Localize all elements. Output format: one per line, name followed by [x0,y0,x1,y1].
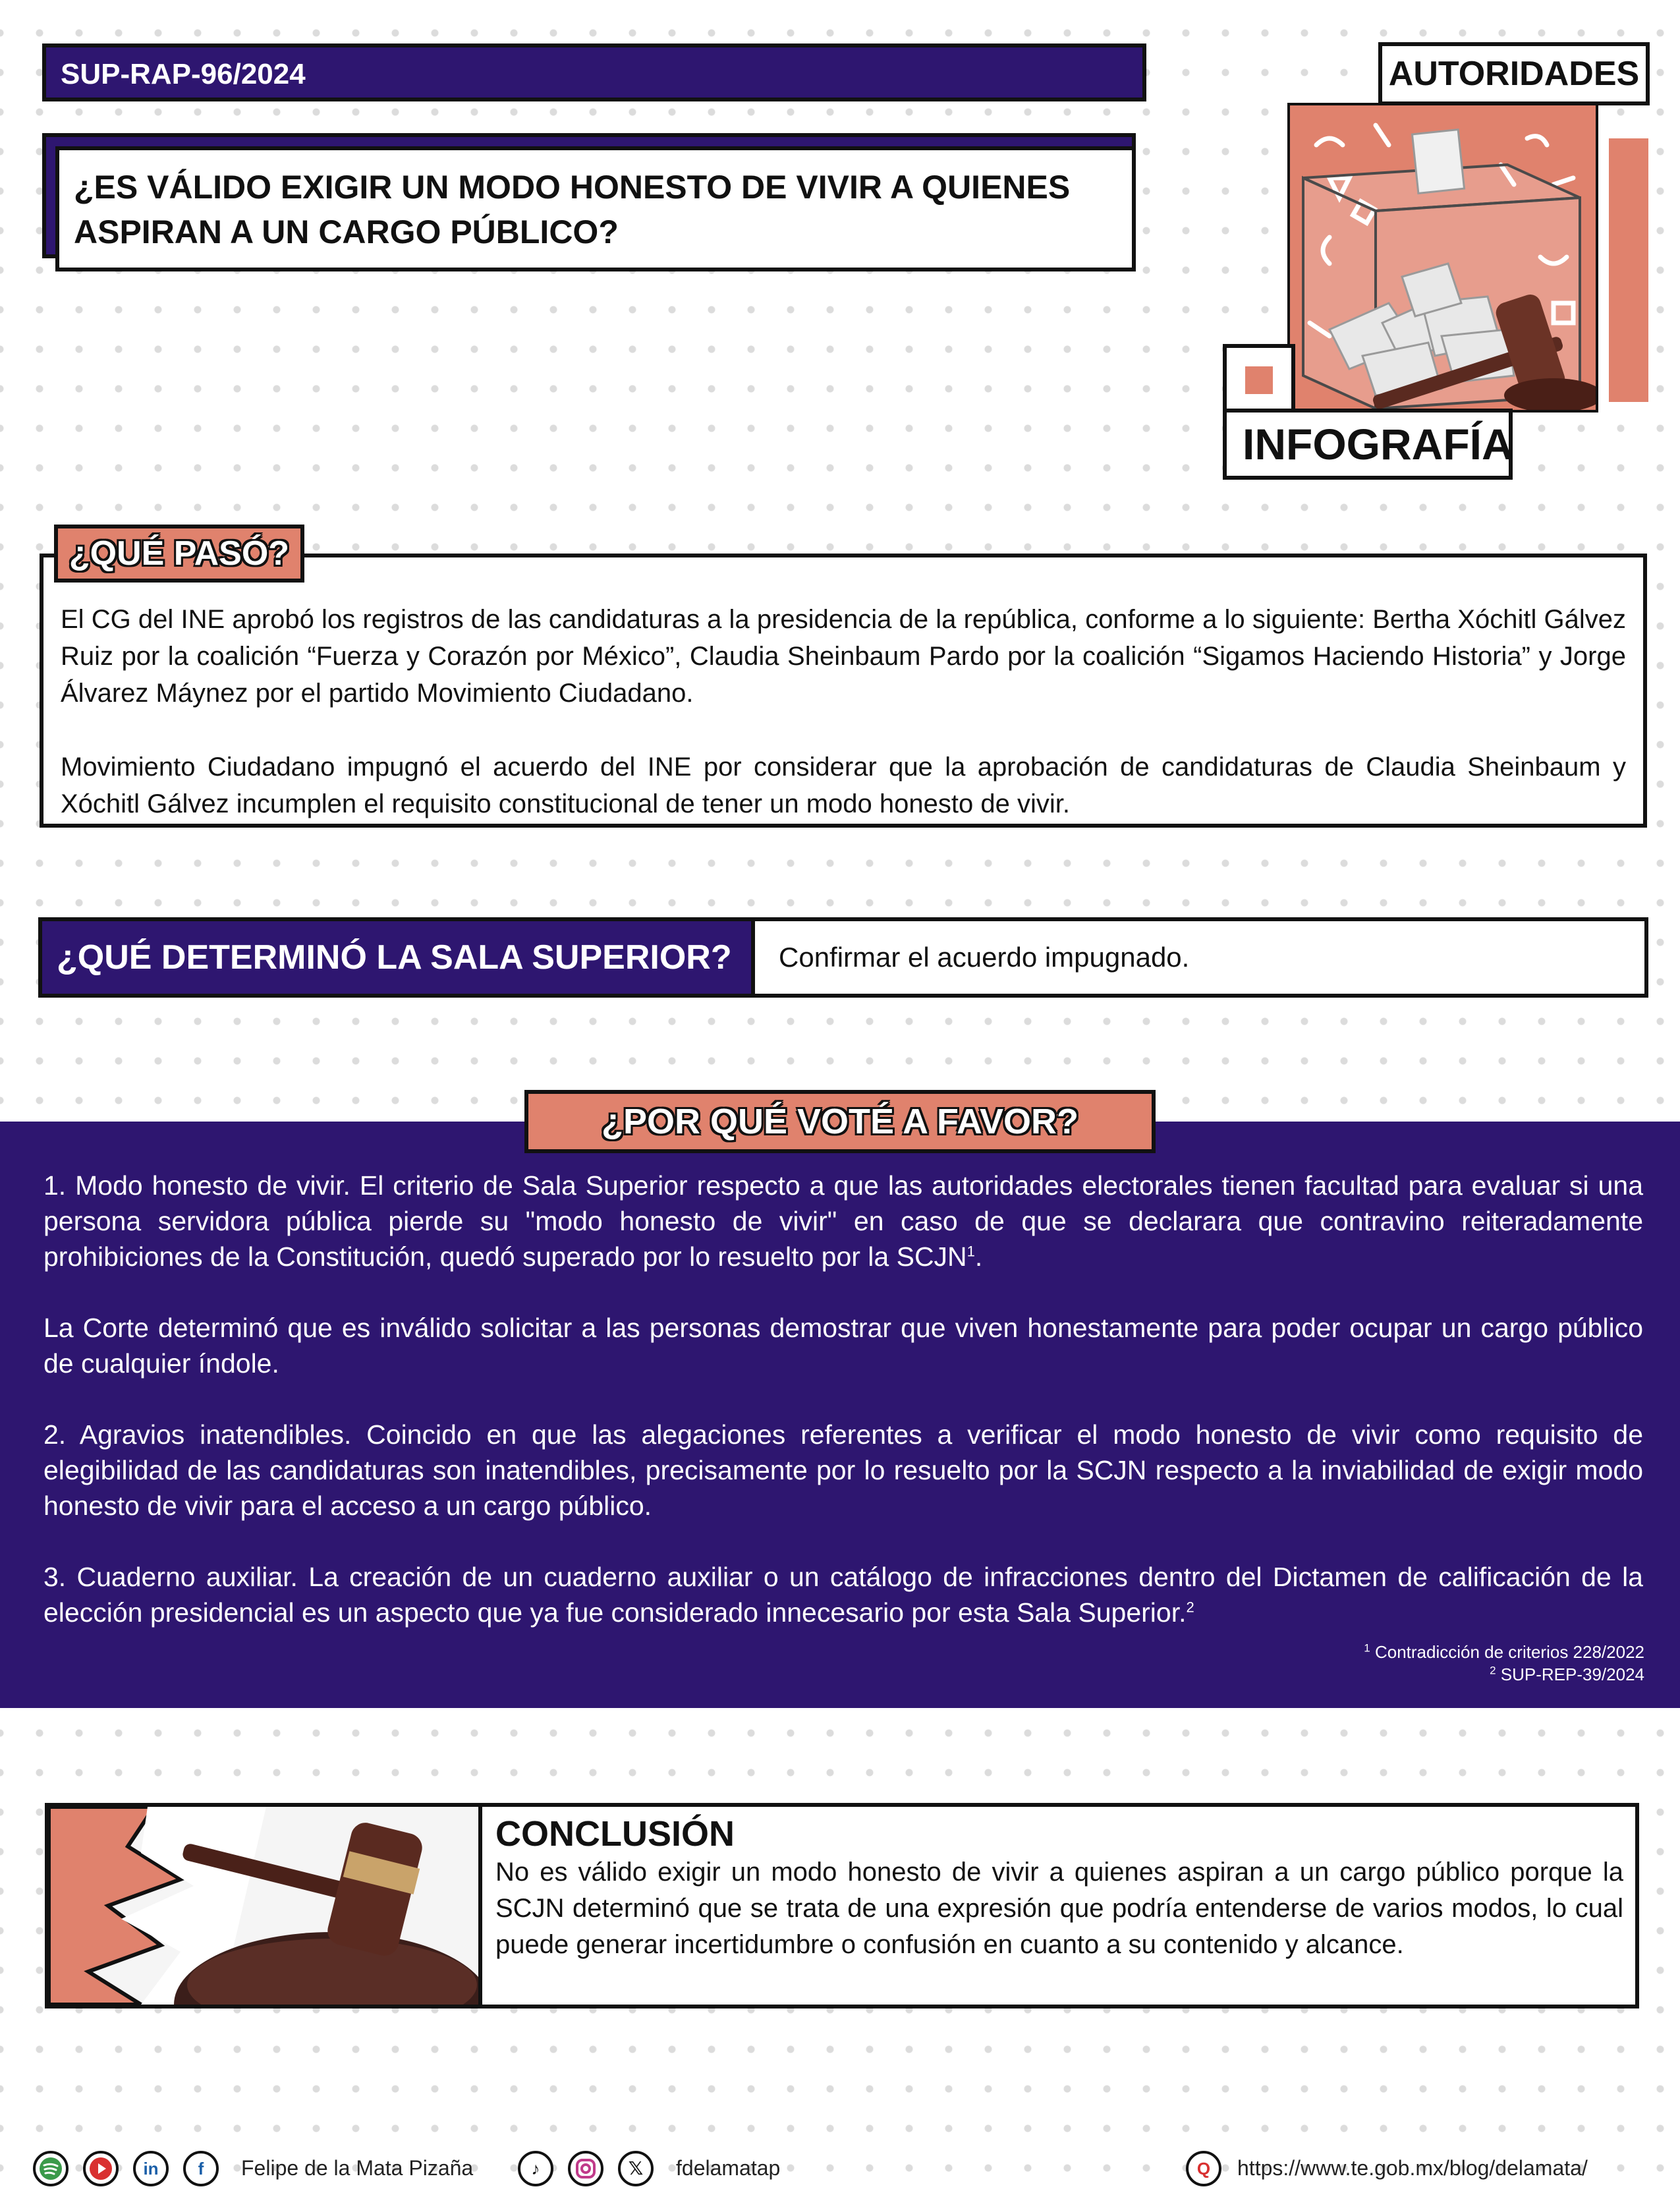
page-title [55,146,1136,271]
conclusion-title: CONCLUSIÓN [495,1814,735,1854]
page-title-line2: ASPIRAN A UN CARGO PÚBLICO? [74,214,619,250]
spotify-icon[interactable] [33,2151,69,2186]
social-handle: fdelamatap [676,2156,781,2180]
category-tag: AUTORIDADES [1378,42,1650,105]
footnotes [1051,1641,1644,1686]
ballot-box-illustration [1287,103,1598,413]
vote-reasons [43,1168,1643,1666]
vote-reason-3: 3. Cuaderno auxiliar. La creación de un cuaderno auxiliar o un catálogo de infracciones dentro del Dictamen de calificación de la elección presidencial es un aspecto que ya fue considerado innecesario por esta Sala Superior.$^2$ [43,1562,1643,1628]
decorative-square [1223,344,1295,416]
what-happened-title: ¿QUÉ PASÓ? [54,525,304,583]
vote-reason-1: 1. Modo honesto de vivir. El criterio de Sala Superior respecto a que las autoridades electorales tienen facultad para evaluar si una persona servidora pública pierde su "modo honesto de vivir" en caso de que se declarara que contravino reiteradamente prohibiciones de la Constitución, quedó superado por lo resuelto por la SCJN$^1$. [43,1170,1643,1272]
gavel-icon [49,1807,482,2005]
vote-reason-1-detail: La Corte determinó que es inválido solicitar a las personas demostrar que viven honestamente para poder ocupar un cargo público de cualquier índole. [43,1313,1643,1379]
vote-title: ¿POR QUÉ VOTÉ A FAVOR? [524,1090,1156,1153]
conclusion-text: No es válido exigir un modo honesto de vivir a quienes aspiran a un cargo público porque la SCJN determinó que se trata de una expresión que podría entenderse de varios modos, lo cual puede generar incertidumbre o confusión en cuanto a su contenido y alcance. [495,1858,1623,1959]
what-happened-box [40,554,1647,828]
x-icon[interactable]: 𝕏 [618,2151,654,2186]
ruling-answer: Confirmar el acuerdo impugnado. [751,917,1648,998]
instagram-icon[interactable] [568,2151,603,2186]
tiktok-icon[interactable]: ♪ [518,2151,553,2186]
vote-reason-2: 2. Agravios inatendibles. Coincido en que las alegaciones referentes a verificar el modo honesto de vivir como requisito de elegibilidad de las candidaturas son inatendibles, precisamente por lo resuelto por la SCJN respecto a la inviabilidad de exigir modo honesto de vivir para el acceso a un cargo público. [43,1419,1643,1521]
what-happened-paragraph-2: Movimiento Ciudadano impugnó el acuerdo del INE por considerar que la aprobación de candidaturas de Claudia Sheinbaum y Xóchitl Gálvez incumplen el requisito constitucional de tener un modo honesto de vivir. [61,753,1626,818]
footnote-ref-2: 2 [1186,1599,1194,1616]
youtube-icon[interactable] [83,2151,119,2186]
infographic-tag: INFOGRAFÍA [1223,409,1513,480]
author-name: Felipe de la Mata Pizaña [241,2156,474,2180]
footnote-ref-1: 1 [966,1243,975,1260]
case-number-bar [42,43,1146,101]
what-happened-paragraph-1: El CG del INE aprobó los registros de las candidaturas a la presidencia de la república, conforme a lo siguiente: Bertha Xóchitl Gálvez Ruiz por la coalición “Fuerza y Corazón por México”, Claudia Sheinbaum Pardo por la coalición “Sigamos Haciendo Historia” y Jorge Álvarez Máynez por el partido Movimiento Ciudadano. [61,605,1626,708]
instagram-glyph [571,2153,601,2184]
case-number: SUP-RAP-96/2024 [61,58,306,90]
ballot-gavel-icon [1290,105,1598,413]
youtube-glyph [86,2153,116,2184]
spotify-glyph [36,2153,66,2184]
search-icon[interactable]: Q [1186,2151,1221,2186]
footnote-1: $^1$ Contradicción de criterios 228/2022 [1364,1641,1644,1662]
page-title-line1: ¿ES VÁLIDO EXIGIR UN MODO HONESTO DE VIVIR A QUIENES [74,169,1071,206]
gavel-image [49,1807,482,2005]
linkedin-icon[interactable]: in [133,2151,169,2186]
footnote-2: $^2$ SUP-REP-39/2024 [1490,1664,1644,1684]
decorative-bar [1609,138,1648,402]
website-link[interactable]: https://www.te.gob.mx/blog/delamata/ [1237,2156,1588,2180]
facebook-icon[interactable]: f [183,2151,219,2186]
ruling-title: ¿QUÉ DETERMINÓ LA SALA SUPERIOR? [38,917,755,998]
